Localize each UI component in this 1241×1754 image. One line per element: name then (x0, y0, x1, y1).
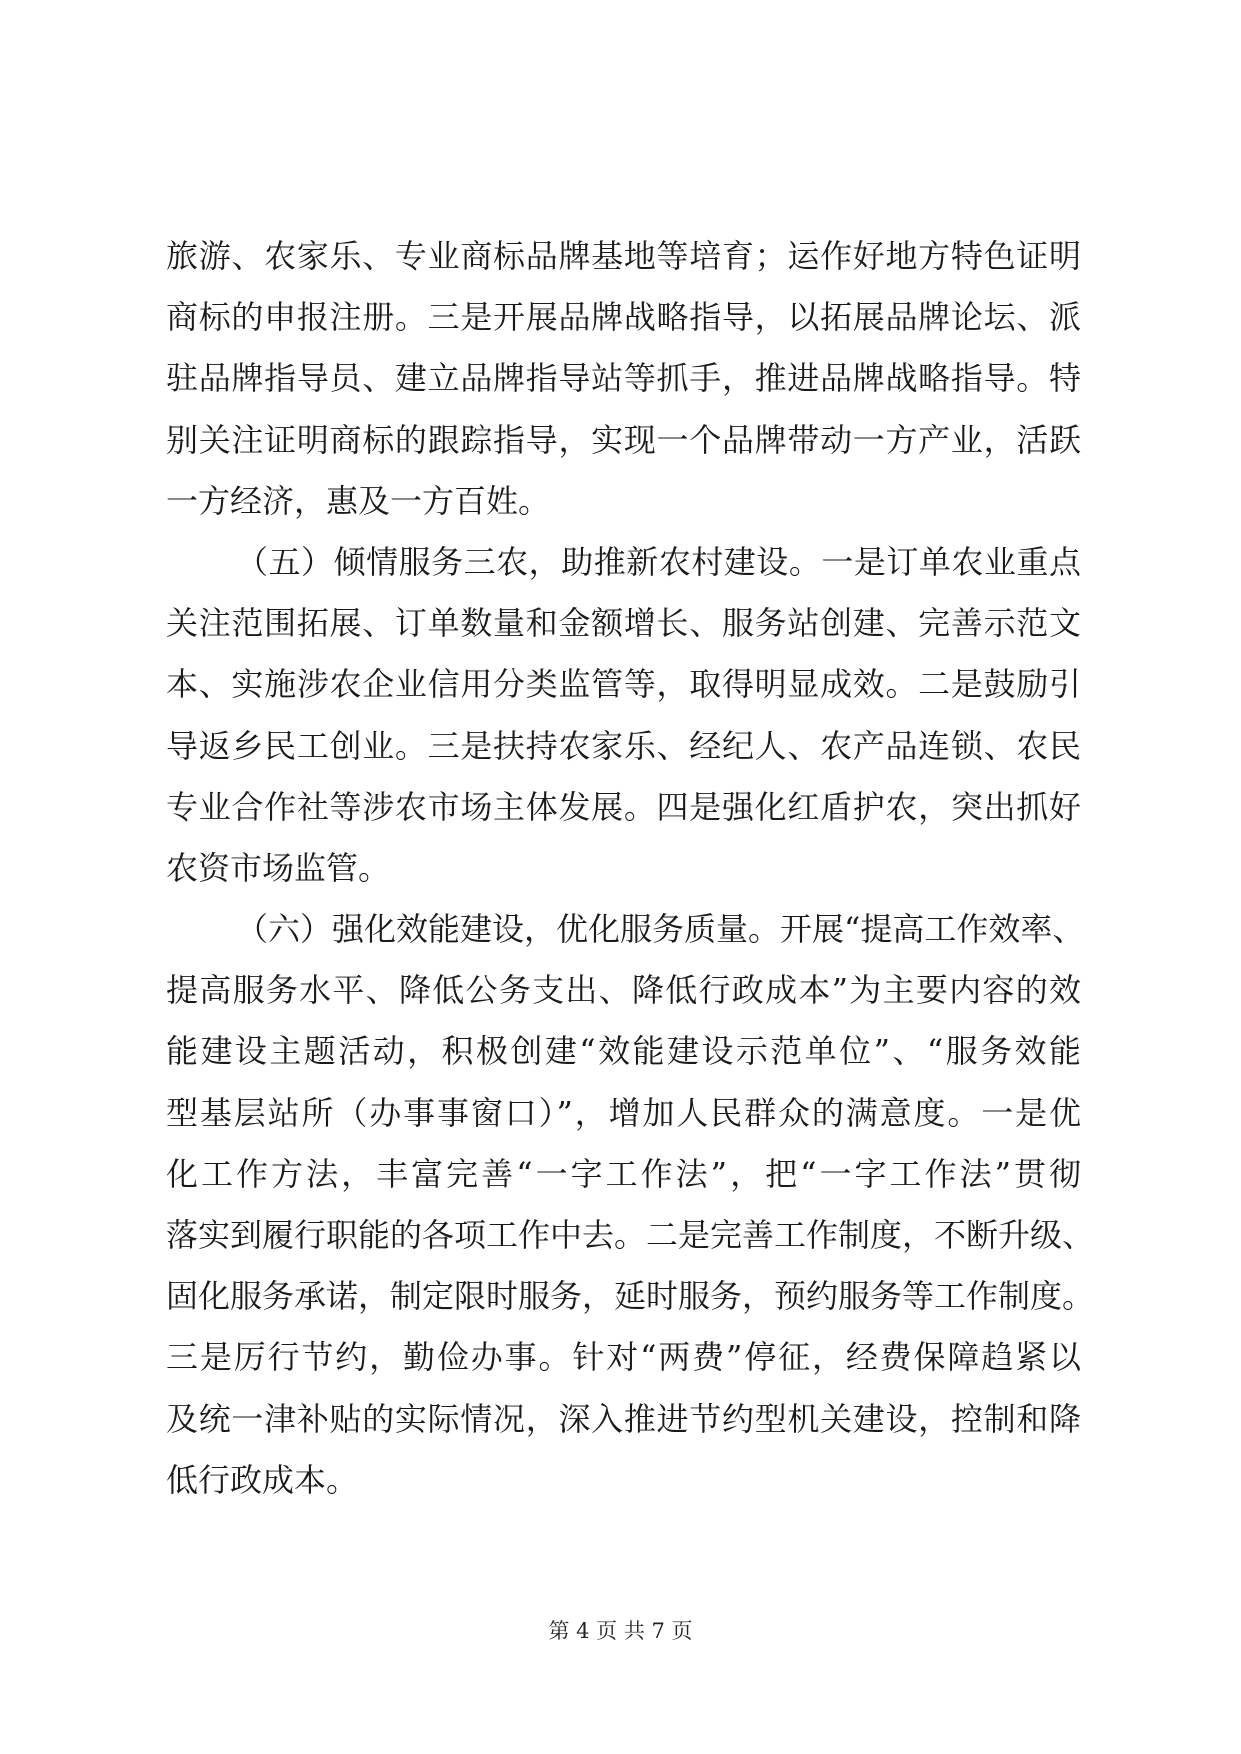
page-number-footer: 第 4 页 共 7 页 (548, 1619, 693, 1643)
text-line: 化工作方法，丰富完善“一字工作法”，把“一字工作法”贯彻 (166, 1154, 1081, 1193)
text-line: 农资市场监管。 (166, 848, 391, 887)
paragraph-heading-line: （五）倾情服务三农，助推新农村建设。一是订单农业重点 (236, 542, 1081, 581)
text-line: 导返乡民工创业。三是扶持农家乐、经纪人、农产品连锁、农民 (166, 726, 1081, 765)
text-line: 关注范围拓展、订单数量和金额增长、服务站创建、完善示范文 (166, 604, 1081, 643)
text-line: 固化服务承诺，制定限时服务，延时服务，预约服务等工作制度。 (166, 1277, 1095, 1316)
text-line: 提高服务水平、降低公务支出、降低行政成本”为主要内容的效 (166, 971, 1081, 1010)
text-line: 三是厉行节约，勤俭办事。针对“两费”停征，经费保障趋紧以 (166, 1338, 1081, 1377)
text-line: 本、实施涉农企业信用分类监管等，取得明显成效。二是鼓励引 (166, 665, 1081, 704)
text-line: 驻品牌指导员、建立品牌指导站等抓手，推进品牌战略指导。特 (166, 359, 1081, 398)
text-line: 一方经济，惠及一方百姓。 (166, 481, 551, 520)
text-line: 低行政成本。 (166, 1460, 359, 1499)
text-line: 商标的申报注册。三是开展品牌战略指导，以拓展品牌论坛、派 (166, 298, 1081, 337)
text-line: 落实到履行职能的各项工作中去。二是完善工作制度，不断升级、 (166, 1216, 1095, 1254)
paragraph-heading-line: （六）强化效能建设，优化服务质量。开展“提高工作效率、 (236, 910, 1085, 949)
text-line: 型基层站所（办事事窗口）”，增加人民群众的满意度。一是优 (166, 1093, 1081, 1132)
text-line: 及统一津补贴的实际情况，深入推进节约型机关建设，控制和降 (166, 1399, 1081, 1438)
body-text (166, 226, 1095, 1511)
text-line: 别关注证明商标的跟踪指导，实现一个品牌带动一方产业，活跃 (166, 420, 1081, 459)
text-line: 专业合作社等涉农市场主体发展。四是强化红盾护农，突出抓好 (166, 787, 1081, 826)
text-line: 旅游、农家乐、专业商标品牌基地等培育；运作好地方特色证明 (166, 237, 1081, 275)
text-line: 能建设主题活动，积极创建“效能建设示范单位”、“服务效能 (166, 1032, 1081, 1071)
